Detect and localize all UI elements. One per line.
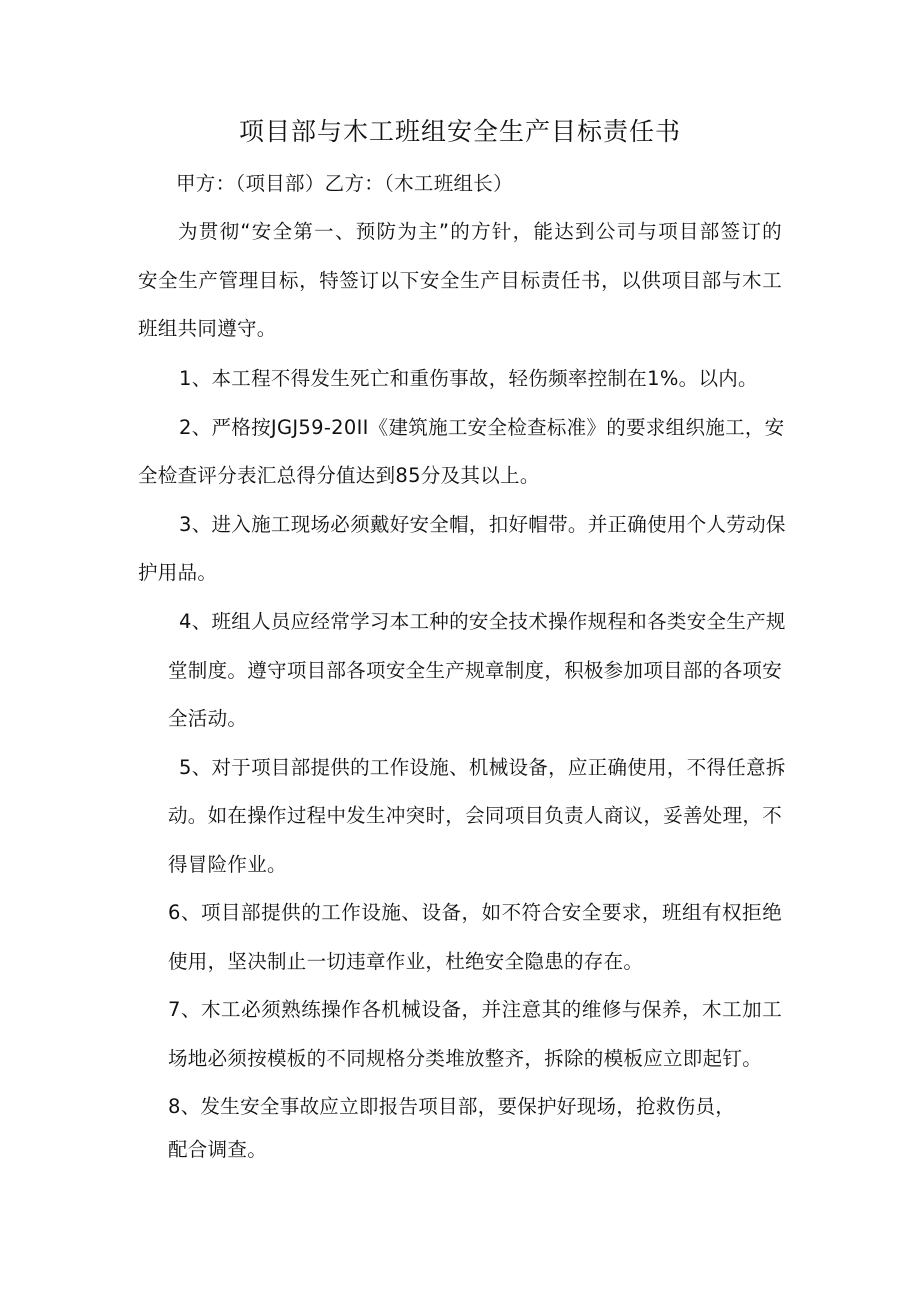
intro-line-3: 班组共同遵守。 bbox=[138, 317, 277, 340]
clause-8-line-1: 8、发生安全事故应立即报告项目部，要保护好现场，抢救伤员， bbox=[168, 1095, 736, 1118]
clause-3-line-2: 护用品。 bbox=[138, 561, 218, 584]
clause-6-line-2: 使用，坚决制止一切违章作业，杜绝安全隐患的存在。 bbox=[168, 950, 644, 973]
clause-7-line-2: 场地必须按模板的不同规格分类堆放整齐，拆除的模板应立即起钉。 bbox=[168, 1047, 763, 1070]
clause-1-line-1: 1、本工程不得发生死亡和重伤事故，轻伤频率控制在1%。以内。 bbox=[179, 367, 758, 390]
clause-7-line-1: 7、木工必须熟练操作各机械设备，并注意其的维修与保养，木工加工 bbox=[168, 998, 782, 1021]
clause-5-line-2: 动。如在操作过程中发生冲突时，会同项目负责人商议，妥善处理，不 bbox=[168, 804, 782, 827]
clause-6-line-1: 6、项目部提供的工作设施、设备，如不符合安全要求，班组有权拒绝 bbox=[168, 901, 782, 924]
clause-5-line-1: 5、对于项目部提供的工作设施、机械设备，应正确使用，不得任意拆 bbox=[179, 756, 786, 779]
clause-4-line-1: 4、班组人员应经常学习本工种的安全技术操作规程和各类安全生产规 bbox=[179, 610, 786, 633]
clause-4-line-2: 堂制度。遵守项目部各项安全生产规章制度，积极参加项目部的各项安 bbox=[168, 659, 782, 682]
parties-line: 甲方：（项目部）乙方：（木工班组长） bbox=[176, 172, 513, 195]
clause-2-line-1: 2、严格按JGJ59-20II《建筑施工安全检查标准》的要求组织施工，安 bbox=[179, 416, 785, 439]
clause-3-line-1: 3、进入施工现场必须戴好安全帽，扣好帽带。并正确使用个人劳动保 bbox=[179, 513, 786, 536]
clause-5-line-3: 得冒险作业。 bbox=[168, 853, 287, 876]
intro-line-1: 为贯彻“安全第一、预防为主”的方针，能达到公司与项目部签订的 bbox=[178, 220, 782, 243]
clause-2-line-2: 全检查评分表汇总得分值达到85分及其以上。 bbox=[138, 464, 540, 487]
clause-4-line-3: 全活动。 bbox=[168, 707, 248, 730]
document-title: 项目部与木工班组安全生产目标责任书 bbox=[238, 117, 681, 146]
intro-line-2: 安全生产管理目标，特签订以下安全生产目标责任书，以供项目部与木工 bbox=[138, 269, 782, 292]
clause-8-line-2: 配合调查。 bbox=[168, 1138, 268, 1161]
